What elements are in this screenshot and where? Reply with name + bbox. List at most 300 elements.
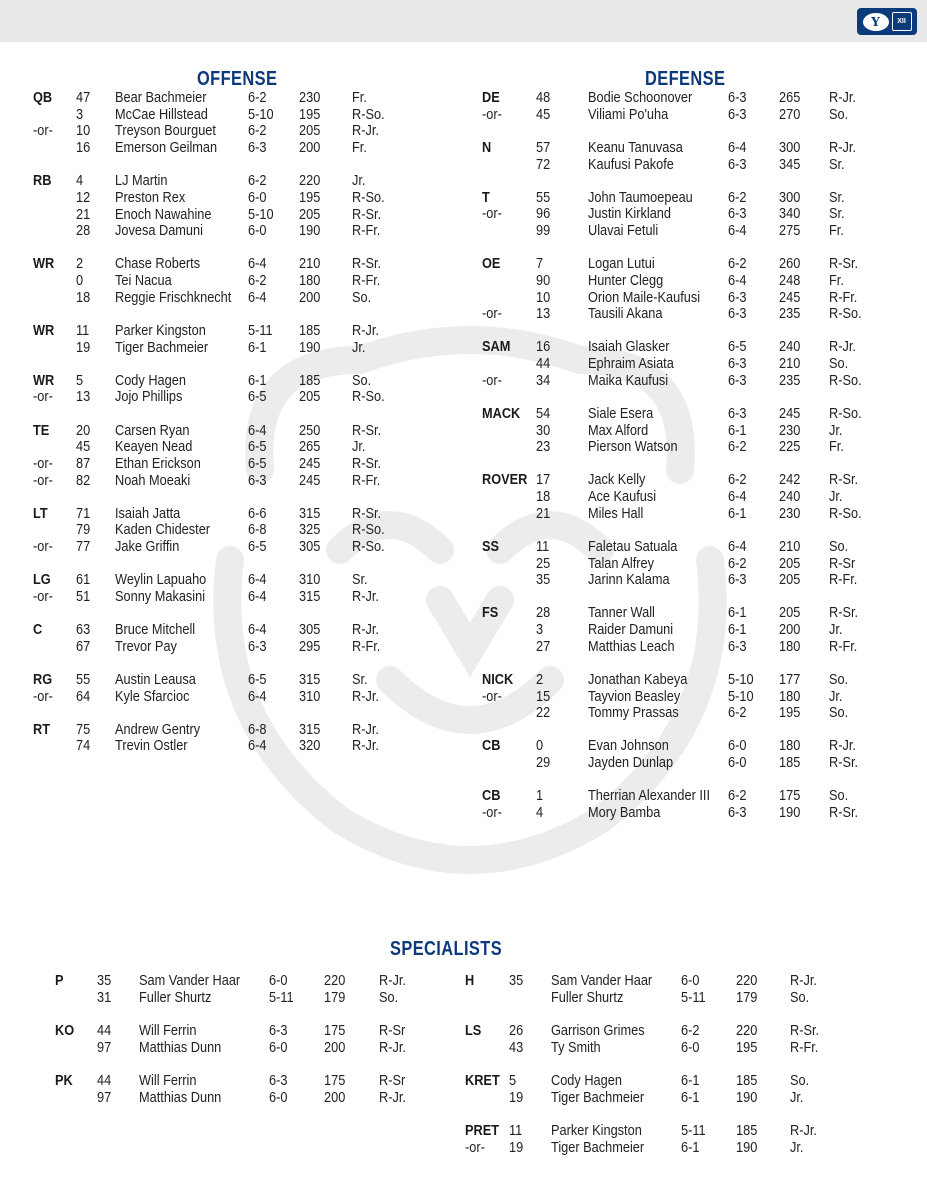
class-year: Fr. — [829, 439, 844, 456]
player-name: Andrew Gentry — [115, 721, 201, 738]
player-name: Tei Nacua — [115, 273, 172, 290]
player-name: Parker Kingston — [115, 322, 206, 339]
class-year: Sr. — [352, 572, 368, 589]
weight: 240 — [779, 489, 801, 505]
specialist-player-row — [0, 1123, 927, 1140]
player-name: John Taumoepeau — [588, 189, 693, 206]
height: 6-5 — [248, 455, 267, 472]
position: LT — [33, 505, 48, 522]
height: 5-11 — [681, 989, 706, 1006]
height: 6-2 — [728, 788, 747, 805]
jersey-number: 1 — [536, 788, 544, 805]
jersey-number: 99 — [536, 223, 551, 239]
class-year: R-Sr. — [829, 472, 859, 489]
class-year: R-So. — [829, 405, 862, 422]
height: 6-2 — [728, 256, 747, 273]
class-year: Jr. — [829, 688, 843, 705]
jersey-number: 4 — [76, 173, 84, 190]
weight: 245 — [779, 405, 801, 422]
byu-logo-icon: Y — [863, 13, 889, 31]
jersey-number: 16 — [76, 140, 91, 157]
jersey-number: 19 — [509, 1089, 524, 1106]
jersey-number: 18 — [76, 289, 91, 306]
height: 6-4 — [728, 223, 747, 239]
class-year: So. — [829, 356, 849, 372]
defense-player-row — [0, 805, 927, 822]
weight: 190 — [736, 1089, 758, 1106]
position: FS — [482, 605, 499, 622]
player-name: Jayden Dunlap — [588, 755, 674, 771]
defense-player-row — [0, 290, 927, 307]
weight: 210 — [299, 256, 321, 273]
jersey-number: 11 — [76, 322, 90, 339]
class-year: R-Fr. — [790, 1039, 819, 1056]
player-name: Tayvion Beasley — [588, 688, 681, 705]
jersey-number: 55 — [76, 671, 91, 688]
offense-player-row — [0, 323, 927, 340]
jersey-number: 87 — [76, 455, 91, 472]
jersey-number: 64 — [76, 688, 91, 705]
class-year: R-Sr. — [352, 256, 382, 273]
weight: 195 — [736, 1039, 758, 1056]
player-name: Reggie Frischknecht — [115, 289, 232, 306]
jersey-number: 11 — [536, 538, 550, 555]
jersey-number: 27 — [536, 638, 551, 655]
player-name: Enoch Nawahine — [115, 206, 212, 223]
height: 6-2 — [728, 705, 747, 722]
position: PRET — [465, 1123, 500, 1139]
height: 6-3 — [248, 472, 267, 489]
class-year: R-Jr. — [790, 973, 817, 989]
class-year: R-So. — [352, 539, 385, 556]
height: 6-3 — [248, 638, 267, 655]
height: 6-2 — [248, 273, 267, 290]
height: 5-10 — [728, 671, 754, 688]
height: 6-4 — [728, 139, 747, 156]
height: 6-2 — [248, 123, 267, 140]
class-year: R-Jr. — [352, 738, 379, 755]
player-name: Keanu Tanuvasa — [588, 139, 683, 156]
jersey-number: 97 — [97, 1089, 112, 1106]
height: 6-3 — [248, 140, 267, 157]
position: KRET — [465, 1073, 500, 1089]
jersey-number: 82 — [76, 472, 91, 489]
height: 6-4 — [248, 256, 267, 273]
player-name: Max Alford — [588, 422, 649, 439]
defense-player-row — [0, 206, 927, 223]
player-name: Therrian Alexander III — [588, 788, 711, 805]
height: 6-1 — [728, 422, 747, 439]
jersey-number: 29 — [536, 755, 551, 771]
offense-player-row — [0, 589, 927, 606]
class-year: R-Sr. — [829, 804, 859, 821]
position: RG — [33, 671, 53, 688]
jersey-number: 17 — [536, 472, 551, 489]
height: 6-1 — [248, 339, 267, 356]
player-name: Preston Rex — [115, 189, 186, 206]
class-year: R-So. — [352, 189, 385, 206]
defense-player-row — [0, 639, 927, 656]
height: 6-4 — [728, 489, 747, 505]
player-name: Viliami Po'uha — [588, 106, 669, 123]
player-name: Austin Leausa — [115, 671, 196, 688]
player-name: Jarinn Kalama — [588, 572, 670, 589]
offense-player-row — [0, 389, 927, 406]
weight: 180 — [779, 688, 801, 705]
weight: 275 — [779, 223, 801, 239]
jersey-number: 71 — [76, 505, 91, 522]
class-year: So. — [352, 289, 372, 306]
player-name: Pierson Watson — [588, 439, 678, 456]
position: OE — [482, 256, 501, 273]
jersey-number: 2 — [536, 671, 544, 688]
weight: 175 — [324, 1023, 346, 1039]
specialist-player-row — [0, 1073, 927, 1090]
player-name: Faletau Satuala — [588, 538, 678, 555]
offense-player-row — [0, 173, 927, 190]
defense-player-row — [0, 572, 927, 589]
height: 6-4 — [248, 622, 267, 638]
height: 6-4 — [248, 688, 267, 705]
position: CB — [482, 738, 501, 755]
jersey-number: 0 — [536, 738, 544, 755]
weight: 185 — [736, 1073, 758, 1089]
weight: 180 — [779, 638, 801, 655]
jersey-number: 23 — [536, 439, 551, 456]
player-name: Fuller Shurtz — [139, 989, 212, 1006]
player-name: Will Ferrin — [139, 1073, 197, 1089]
weight: 200 — [299, 289, 321, 306]
jersey-number: 5 — [76, 372, 84, 389]
jersey-number: 43 — [509, 1039, 524, 1056]
class-year: R-So. — [829, 372, 862, 389]
defense-player-row — [0, 738, 927, 755]
weight: 205 — [299, 389, 321, 406]
position: -or- — [33, 123, 53, 140]
position: KO — [55, 1023, 75, 1039]
weight: 310 — [299, 572, 321, 589]
player-name: Tommy Prassas — [588, 705, 679, 722]
jersey-number: 13 — [76, 389, 91, 406]
height: 6-4 — [248, 738, 267, 755]
weight: 205 — [779, 555, 801, 572]
weight: 245 — [779, 289, 801, 306]
defense-player-row — [0, 190, 927, 207]
class-year: R-Jr. — [352, 721, 379, 738]
class-year: R-Sr. — [352, 455, 382, 472]
weight: 177 — [779, 671, 801, 688]
class-year: R-Sr. — [352, 422, 382, 439]
class-year: R-Fr. — [829, 638, 858, 655]
height: 6-0 — [269, 973, 288, 989]
weight: 320 — [299, 738, 321, 755]
weight: 175 — [779, 788, 801, 805]
weight: 190 — [779, 804, 801, 821]
player-name: Carsen Ryan — [115, 422, 190, 439]
weight: 195 — [779, 705, 801, 722]
jersey-number: 75 — [76, 721, 91, 738]
player-name: Sonny Makasini — [115, 588, 206, 605]
weight: 315 — [299, 505, 321, 522]
defense-player-row — [0, 506, 927, 523]
height: 6-1 — [681, 1089, 700, 1106]
height: 6-1 — [681, 1139, 700, 1156]
player-name: Chase Roberts — [115, 256, 201, 273]
class-year: R-Jr. — [352, 123, 379, 140]
weight: 220 — [736, 1023, 758, 1039]
class-year: R-Fr. — [829, 572, 858, 589]
class-year: Sr. — [352, 671, 368, 688]
weight: 235 — [779, 306, 801, 323]
weight: 242 — [779, 472, 801, 489]
position: -or- — [482, 688, 502, 705]
player-name: Cody Hagen — [551, 1073, 622, 1089]
class-year: So. — [379, 989, 399, 1006]
height: 6-1 — [681, 1073, 700, 1089]
defense-player-row — [0, 755, 927, 772]
class-year: R-Jr. — [829, 738, 856, 755]
class-year: R-Jr. — [379, 1089, 406, 1106]
position: -or- — [33, 588, 53, 605]
height: 6-3 — [728, 804, 747, 821]
weight: 185 — [299, 322, 321, 339]
position: -or- — [482, 372, 502, 389]
class-year: R-So. — [352, 522, 385, 539]
class-year: R-So. — [352, 106, 385, 123]
weight: 205 — [299, 123, 321, 140]
player-name: Orion Maile-Kaufusi — [588, 289, 701, 306]
class-year: Jr. — [352, 173, 366, 190]
weight: 305 — [299, 539, 321, 556]
class-year: R-Jr. — [790, 1123, 817, 1139]
height: 6-2 — [728, 472, 747, 489]
top-bar — [0, 0, 927, 42]
weight: 185 — [779, 755, 801, 771]
weight: 245 — [299, 455, 321, 472]
player-name: Ace Kaufusi — [588, 489, 657, 505]
position: DE — [482, 90, 500, 106]
class-year: So. — [829, 705, 849, 722]
position: RT — [33, 721, 51, 738]
weight: 248 — [779, 272, 801, 289]
height: 6-3 — [728, 156, 747, 173]
jersey-number: 44 — [97, 1073, 112, 1089]
position: N — [482, 139, 492, 156]
weight: 245 — [299, 472, 321, 489]
class-year: So. — [790, 989, 810, 1006]
weight: 179 — [324, 989, 346, 1006]
weight: 180 — [299, 273, 321, 290]
jersey-number: 26 — [509, 1023, 524, 1039]
weight: 250 — [299, 422, 321, 439]
jersey-number: 96 — [536, 206, 551, 223]
weight: 310 — [299, 688, 321, 705]
player-name: Trevin Ostler — [115, 738, 188, 755]
player-name: Jake Griffin — [115, 539, 180, 556]
position: -or- — [33, 688, 53, 705]
player-name: Ethan Erickson — [115, 455, 201, 472]
offense-player-row — [0, 123, 927, 140]
weight: 230 — [299, 90, 321, 106]
class-year: Jr. — [790, 1089, 804, 1106]
player-name: Treyson Bourguet — [115, 123, 216, 140]
class-year: R-Sr. — [829, 256, 859, 273]
defense-player-row — [0, 423, 927, 440]
jersey-number: 18 — [536, 489, 551, 505]
height: 5-11 — [681, 1123, 706, 1139]
jersey-number: 20 — [76, 422, 91, 439]
player-name: Evan Johnson — [588, 738, 669, 755]
weight: 210 — [779, 538, 801, 555]
player-name: Weylin Lapuaho — [115, 572, 207, 589]
player-name: Jovesa Damuni — [115, 223, 203, 240]
jersey-number: 21 — [536, 505, 551, 522]
weight: 230 — [779, 505, 801, 522]
class-year: R-Sr. — [790, 1023, 820, 1039]
height: 6-4 — [248, 422, 267, 439]
weight: 200 — [299, 140, 321, 157]
height: 6-4 — [728, 538, 747, 555]
height: 6-4 — [248, 572, 267, 589]
jersey-number: 45 — [536, 106, 551, 123]
team-logo-badge — [857, 8, 917, 35]
position: -or- — [33, 455, 53, 472]
jersey-number: 19 — [76, 339, 91, 356]
weight: 305 — [299, 622, 321, 638]
position: T — [482, 189, 490, 206]
height: 6-0 — [248, 223, 267, 240]
defense-player-row — [0, 472, 927, 489]
class-year: So. — [829, 671, 849, 688]
player-name: Jojo Phillips — [115, 389, 183, 406]
position: WR — [33, 372, 55, 389]
position: LS — [465, 1023, 482, 1039]
weight: 300 — [779, 189, 801, 206]
specialist-player-row — [0, 1140, 927, 1157]
defense-player-row — [0, 672, 927, 689]
position: -or- — [482, 306, 502, 323]
height: 6-2 — [728, 189, 747, 206]
weight: 300 — [779, 139, 801, 156]
jersey-number: 57 — [536, 139, 551, 156]
weight: 200 — [324, 1089, 346, 1106]
defense-player-row — [0, 539, 927, 556]
player-name: Noah Moeaki — [115, 472, 191, 489]
jersey-number: 61 — [76, 572, 91, 589]
position: ROVER — [482, 472, 528, 489]
player-name: Kaden Chidester — [115, 522, 211, 539]
weight: 180 — [779, 738, 801, 755]
height: 6-5 — [248, 439, 267, 456]
jersey-number: 74 — [76, 738, 91, 755]
class-year: R-Sr — [379, 1023, 406, 1039]
jersey-number: 35 — [536, 572, 551, 589]
height: 6-3 — [728, 90, 747, 106]
weight: 220 — [299, 173, 321, 190]
player-name: Ephraim Asiata — [588, 356, 674, 372]
class-year: Jr. — [352, 339, 366, 356]
position: SS — [482, 538, 500, 555]
jersey-number: 35 — [509, 973, 524, 989]
class-year: Fr. — [829, 272, 844, 289]
height: 5-11 — [269, 989, 294, 1006]
defense-player-row — [0, 273, 927, 290]
class-year: Sr. — [829, 206, 845, 223]
big12-logo-icon: XII — [892, 12, 912, 31]
weight: 295 — [299, 638, 321, 655]
class-year: R-So. — [352, 389, 385, 406]
player-name: Ulavai Fetuli — [588, 223, 659, 239]
jersey-number: 45 — [76, 439, 91, 456]
defense-player-row — [0, 373, 927, 390]
height: 6-0 — [269, 1089, 288, 1106]
defense-player-row — [0, 605, 927, 622]
weight: 195 — [299, 189, 321, 206]
height: 5-10 — [248, 206, 274, 223]
player-name: Kaufusi Pakofe — [588, 156, 674, 173]
player-name: Fuller Shurtz — [551, 989, 624, 1006]
height: 6-2 — [681, 1023, 700, 1039]
player-name: LJ Martin — [115, 173, 168, 190]
height: 6-2 — [248, 90, 267, 106]
class-year: R-Jr. — [352, 322, 379, 339]
jersey-number: 25 — [536, 555, 551, 572]
weight: 315 — [299, 721, 321, 738]
jersey-number: 77 — [76, 539, 91, 556]
height: 6-3 — [728, 289, 747, 306]
position: NICK — [482, 671, 514, 688]
class-year: R-Sr. — [829, 605, 859, 622]
weight: 200 — [779, 622, 801, 638]
class-year: Sr. — [829, 189, 845, 206]
height: 6-8 — [248, 522, 267, 539]
defense-player-row — [0, 256, 927, 273]
height: 6-1 — [728, 505, 747, 522]
height: 6-0 — [681, 973, 700, 989]
jersey-number: 30 — [536, 422, 551, 439]
class-year: So. — [829, 788, 849, 805]
class-year: R-Fr. — [352, 223, 381, 240]
height: 6-3 — [728, 306, 747, 323]
specialist-player-row — [0, 1090, 927, 1107]
player-name: Emerson Geilman — [115, 140, 218, 157]
height: 6-3 — [269, 1023, 288, 1039]
jersey-number: 5 — [509, 1073, 517, 1089]
position: H — [465, 973, 475, 989]
height: 6-0 — [728, 738, 747, 755]
jersey-number: 16 — [536, 339, 551, 356]
player-name: Isaiah Glasker — [588, 339, 670, 356]
player-name: Bruce Mitchell — [115, 622, 196, 638]
defense-player-row — [0, 689, 927, 706]
position: -or- — [482, 106, 502, 123]
jersey-number: 13 — [536, 306, 551, 323]
jersey-number: 19 — [509, 1139, 524, 1156]
position: RB — [33, 173, 52, 190]
player-name: Parker Kingston — [551, 1123, 642, 1139]
defense-player-row — [0, 622, 927, 639]
height: 5-10 — [248, 106, 274, 123]
weight: 179 — [736, 989, 758, 1006]
height: 6-0 — [728, 755, 747, 771]
defense-player-row — [0, 489, 927, 506]
class-year: R-Fr. — [352, 472, 381, 489]
jersey-number: 67 — [76, 638, 91, 655]
jersey-number: 55 — [536, 189, 551, 206]
class-year: Jr. — [790, 1139, 804, 1156]
weight: 190 — [736, 1139, 758, 1156]
class-year: Fr. — [352, 90, 367, 106]
